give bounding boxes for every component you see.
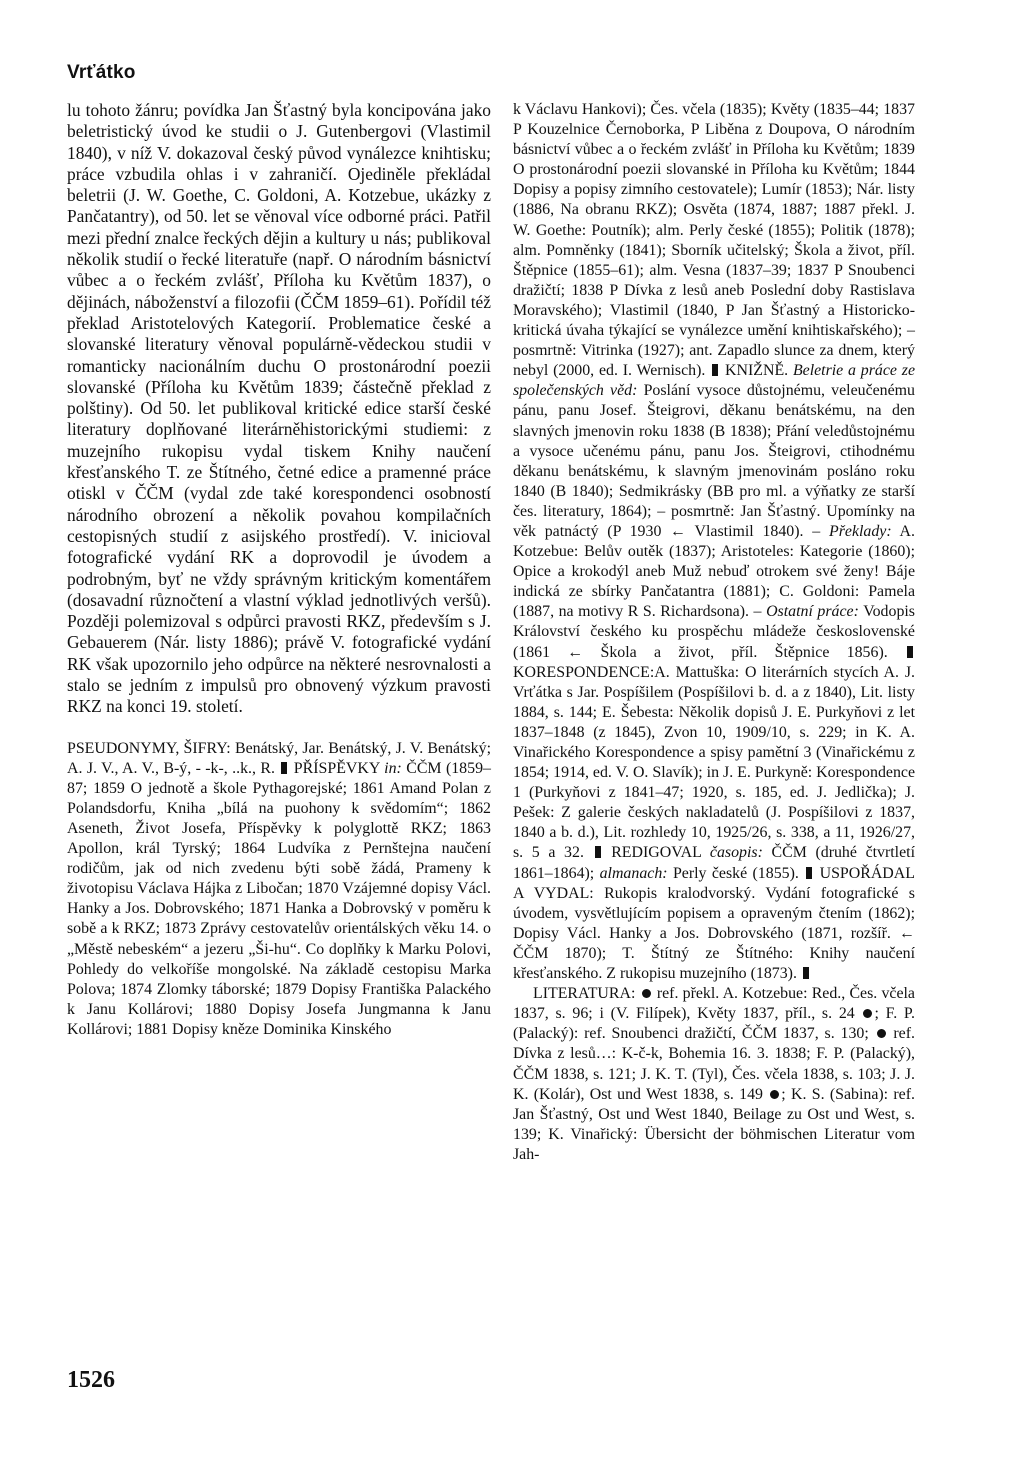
biography-paragraph: lu tohoto žánru; povídka Jan Šťastný byla koncipována jako beletristický úvod ke studii o J. Gutenbergovi (Vlastimil 1840), v níž V. dokazoval český původ vynálezce knihtisku; práce vzbudila ohlas i v zahraničí. Ojediněle překládal beletrii (J. W. Goethe, C. Goldoni, A. Kotzebue, ukázky z Pančatantry), od 50. let se věnoval více odborné práci. Patřil mezi přední znalce řeckých dějin a kultury u nás; publikoval několik studií o řecké literatuře (např. O národním básnictví vůbec a o řeckém zvlášť, Příloha ku Květům 1837), o dějinách, náboženství a filozofii (ČČM 1859–61). Pořídil též překlad Aristotelových Kategorií. Problematice české a slovanské literatury věnoval populárně-vědeckou studii v romanticky nacionálním duchu O prostonárodní poezii slovanské (Příloha ku Květům 1839; částečně překlad z polštiny). Od 50. let publikoval kritické edice starší české literatury doplňované literárněhistorickými studiemi: z muzejního rukopisu vydal tiskem Knihy naučení křesťanského T. ze Štítného, četné edice a pramenné práce otiskl v ČČM (vydal zde také korespondenci osobností národního obrození a několik povahou kompilačních cestopisných studií z asijského prostředí). V. inicioval fotografické vydání RK a doprovodil je úvodem a podrobným, byť ne vždy správným kritickým komentářem (dosavadní různočtení a vlastní výklad jednotlivých veršů). Později polemizoval s odpůrci pravosti RKZ, především s J. Gebauerem (Nár. listy 1886); právě V. fotografické vydání RK však upozornilo jeho odpůrce na některé nesrovnalosti a stalo se jedním z impulsů pro obnovený výzkum pravosti RKZ na konci 19. století. <box>67 100 491 717</box>
literature-paragraph <box>513 984 915 1165</box>
contributions-in-label: in: <box>384 759 402 777</box>
pseudonyms-label: PSEUDONYMY, ŠIFRY: <box>67 739 231 757</box>
bullet-dot-icon <box>642 989 651 998</box>
books-text: Poslání vysoce důstojnému, veleučenému pánu, panu Josef. Šteigrovi, děkanu benátskému, na den slavných jmenovin roku 1838 (B 1838); Přání veledůstojnému a vysoce učenému pánu, panu Jos. Šteigrovi, ctihodnému děkanu benátskému, k slavným jmenovinám posláno roku 1840 (B 1840); Sedmikrásky (BB pro ml. a výňatky ze starší čes. literatury, 1864); – posmrtně: Jan Šťastný. Upomínky na věk patnáctý (P 1930 ← Vlastimil 1840). – <box>513 382 915 540</box>
books-title: Beletrie a práce ze společenských věd: <box>513 362 915 400</box>
bullet-dot-icon <box>877 1029 886 1038</box>
literature-label: LITERATURA: <box>533 985 636 1003</box>
bullet-dot-icon <box>770 1090 779 1099</box>
other-works-text: Vodopis Království českého ku prospěchu mládeže československé (1861 ← Škola a život, příl. Štěpnice 1856). <box>513 603 915 661</box>
literature-text-3: ref. Dívka z lesů…: K-č-k, Bohemia 16. 3. 1838; F. P. (Palacký), ČČM 1838, s. 121; J. K. T. (Tyl), Čes. včela 1838, s. 103; J. J. K. (Kolár), Ost und West 1838, s. 149 <box>513 1025 915 1103</box>
correspondence-text: A. Mattuška: O literárních stycích A. J. Vrťátka s Jar. Pospíšilem (Pospíšilovi b. d. a z 1840), Lit. listy 1884, s. 144; E. Šebesta: Několik dopisů J. E. Purkyňovi z let 1837–1848 (z 1845), Zvon 10, 1909/10, s. 229; in K. A. Vinařického Korespondence a spisy pamětní 3 (Vinařickému z 1854; 1914, ed. V. O. Slavík); in J. E. Purkyně: Korespondence 1 (Purkyňovi z 1841–47; 1920, s. 185, ed. J. Jedlička); J. Pešek: Z galerie českých nakladatelů (J. Pospíšilovi z 1837, 1840 a b. d.), Lit. rozhledy 10, 1925/26, s. 338, a 11, 1926/27, s. 5 a 32. <box>513 663 915 862</box>
section-square-icon <box>281 762 287 774</box>
contributions-text: ČČM (1859–87; 1859 O jednotě a škole Pythagorejské; 1861 Amand Polan z Polandsdorfu, Kniha „bílá na puohony k svědomím“; 1862 Aseneth, Život Josefa, Příspěvky k polyglottě RKZ; 1863 Apollon, král Tyrský; 1864 Ludvíka z Pernštejna naučení rodičům, jak od nich zvedenu býti sobě žádá, Prameny k životopisu Václava Hájka z Libočan; 1870 Vzájemné dopisy Václ. Hanky a Jos. Dobrovského; 1871 Hanka a Dobrovský v poměru k sobě a k RKZ; 1873 Zprávy cestovatelův orientálských věku 14. o „Městě nebeském“ a jezeru „Ši-hu“. Co doplňky k Marku Polovi, Pohledy do velkoříše mongolské. Na základě cestopisu Marka Polova; 1874 Zlomky táborské; 1879 Dopisy Františka Palackého k Janu Kollárovi; 1880 Dopisy Josefa Jungmanna k Janu Kollárovi; 1881 Dopisy kněze Dominika Kinského <box>67 759 491 1038</box>
pseudonyms-contributions-block <box>67 739 491 1040</box>
literature-text-4: ; K. S. (Sabina): ref. Jan Šťastný, Ost und West 1840, Beilage zu Ost und West, s. 139; K. Vinařický: Übersicht der böhmischen Literatur vom Jah- <box>513 1085 915 1163</box>
periodicals-paragraph <box>513 100 915 984</box>
translations-label: Překlady: <box>829 522 892 540</box>
translations-text: A. Kotzebue: Belův outěk (1837); Aristoteles: Kategorie (1860); Opice a krokodýl aneb Muž nebuď otrokem své ženy! Báje indická ze sbírky Pančatantra (1881); C. Goldoni: Pamela (1887, na motivy R S. Richardsona). – <box>513 522 915 621</box>
redigoval-almanach-label: almanach: <box>599 864 668 882</box>
contributions-label: PŘÍSPĚVKY <box>293 759 380 777</box>
literature-text-2: ; F. P. (Palacký): ref. Snoubenci dražičtí, ČČM 1837, s. 130; <box>513 1005 915 1043</box>
page-number: 1526 <box>67 1367 115 1393</box>
other-works-label: Ostatní práce: <box>766 603 859 621</box>
bullet-dot-icon <box>863 1009 872 1018</box>
section-square-icon <box>595 846 601 858</box>
periodicals-text: k Václavu Hankovi); Čes. včela (1835); Květy (1835–44; 1837 P Kouzelnice Černoborka, P Liběna z Doupova, O národním básnictví vůbec a o řeckém zvlášť in Příloha ku Květům; 1839 O prostonárodní poezii slovanské in Příloha ku Květům; 1844 Dopisy a popisy zimního cestovatele); Lumír (1853); Nár. listy (1886, Na obranu RKZ); Osvěta (1874, 1887; 1887 překl. J. W. Goethe: Poutník); alm. Perly české (1855); Politik (1878); alm. Pomněnky (1841); Sborník učitelský; Škola a život, příl. Štěpnice (1855–61); alm. Vesna (1837–39; 1837 P Snoubenci dražičtí; 1838 P Dívka z lesů aneb Poslední doby Rastislava Moravského); Vlastimil (1840, P Jan Šťastný a Historicko-kritická úvaha týkající se vynálezce umění knihtiskařského); – posmrtně: Vitrinka (1927); ant. Zapadlo slunce za dnem, který nebyl (2000, ed. I. Wernisch). <box>513 101 915 380</box>
redigoval-casopis-label: časopis: <box>709 844 763 862</box>
redigoval-text-2: Perly české (1855). <box>672 864 799 882</box>
pseudonyms-text: Benátský, Jar. Benátský, J. V. Benátský; A. J. V., A. V., B-ý, - -k-, ..k., R. <box>67 739 491 777</box>
left-column <box>67 100 491 1040</box>
redigoval-label: REDIGOVAL <box>611 844 702 862</box>
page-header-title: Vrťátko <box>67 62 136 83</box>
section-square-icon <box>803 967 809 979</box>
literature-text-1: ref. překl. A. Kotzebue: Red., Čes. včela 1837, s. 96; i (V. Filípek), Květy 1837, příl., s. 24 <box>513 985 915 1023</box>
books-label: KNIŽNĚ. <box>725 362 789 380</box>
pseudonyms-paragraph <box>67 739 491 1040</box>
edited-label: USPOŘÁDAL A VYDAL: <box>513 864 915 902</box>
main-biography-text <box>67 100 491 718</box>
edited-text: Rukopis kralodvorský. Vydání fotografické s úvodem, vysvětlujícím popisem a opraveným čtením (1862); Dopisy Václ. Hanky a Jos. Dobrovského (1871, rozšíř. ← ČČM 1870); T. Štítný ze Štítného: Knihy naučení křesťanského. Z rukopisu muzejního (1873). <box>513 884 915 983</box>
section-square-icon <box>712 364 718 376</box>
section-square-icon <box>806 867 812 879</box>
section-square-icon <box>907 646 913 658</box>
right-column <box>513 100 915 1165</box>
correspondence-label: KORESPONDENCE: <box>513 663 655 681</box>
redigoval-text-1: ČČM (druhé čtvrtletí 1861–1864); <box>513 844 915 882</box>
